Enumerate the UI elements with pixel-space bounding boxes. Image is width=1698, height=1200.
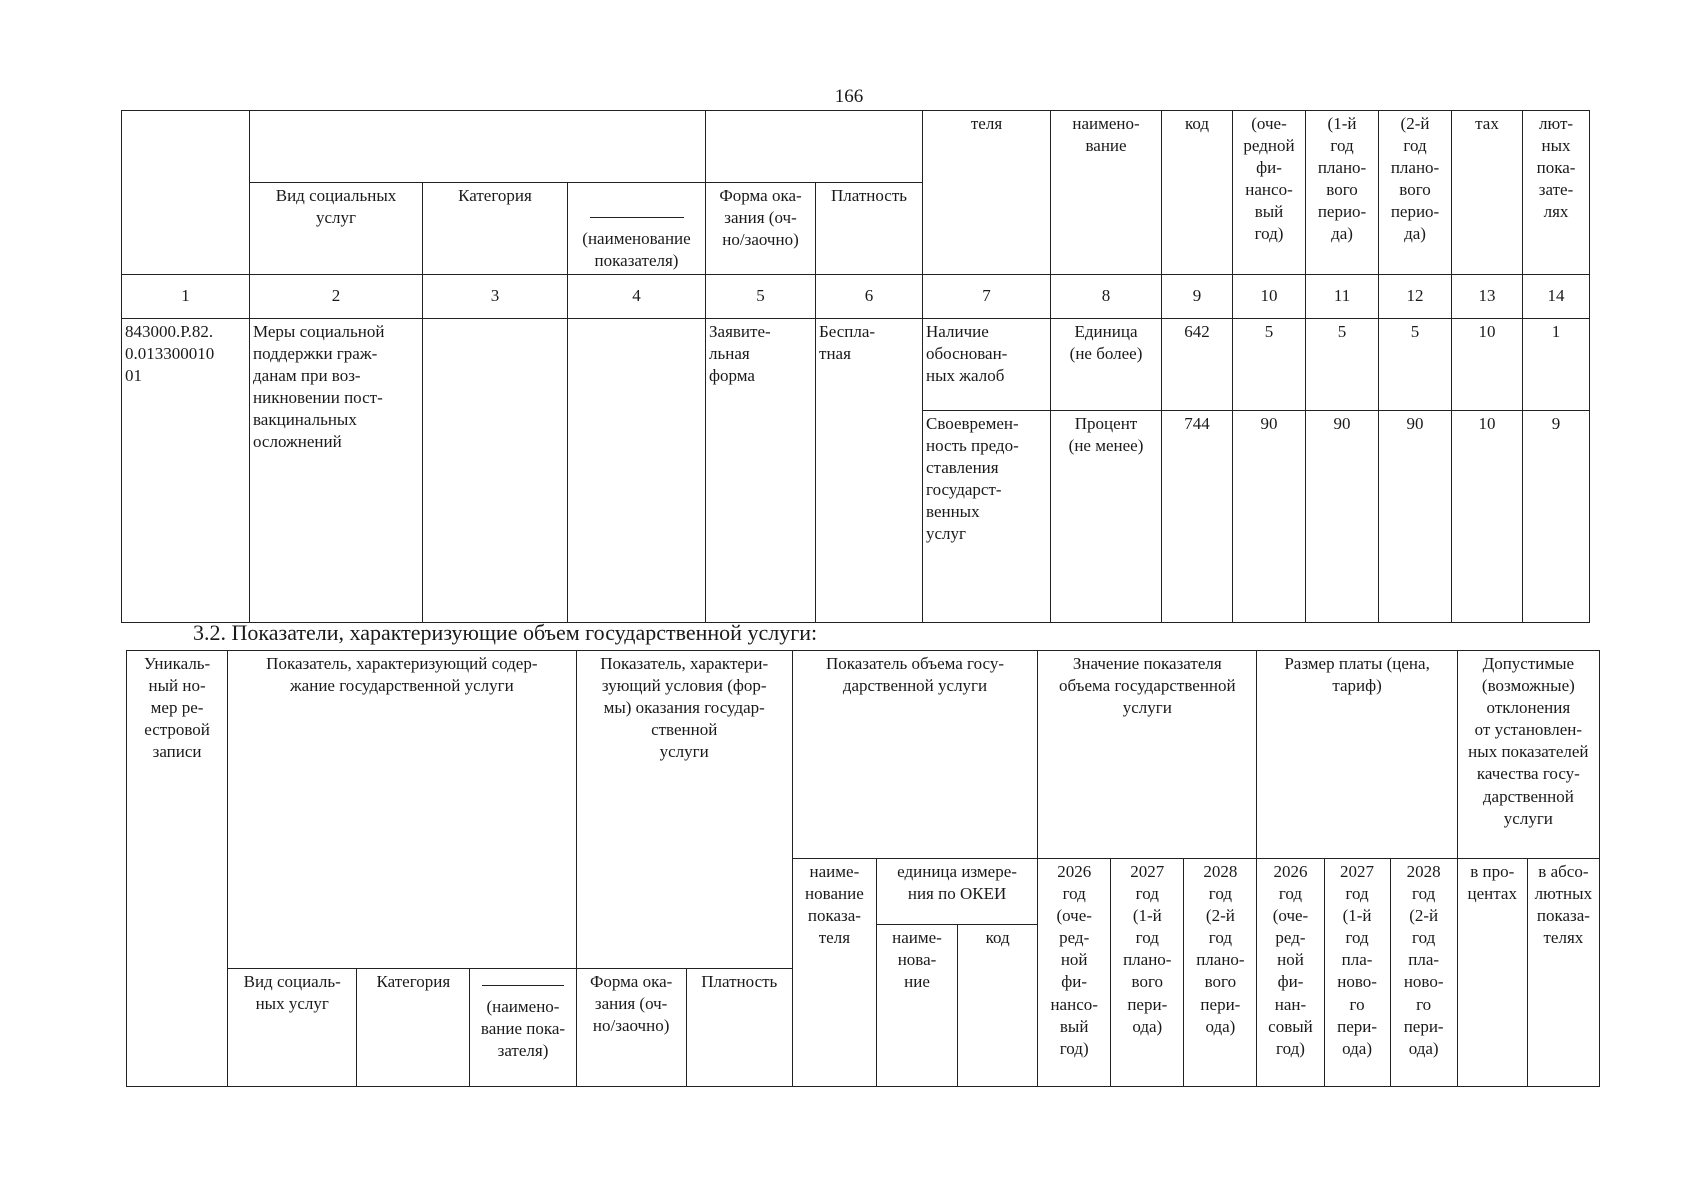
bottom-header-content-group: Показатель, характеризующий содер- жание государственной услуги <box>228 651 576 969</box>
indicator-code: 642 <box>1162 319 1233 411</box>
indicator-value-2028: 90 <box>1379 411 1452 623</box>
bottom-header-value-2027: 2027 год (1-й год плано- вого пери- ода) <box>1111 859 1184 1087</box>
top-header-row <box>122 111 1590 183</box>
top-header-naim-pokazatelya <box>568 183 706 275</box>
page-number: 166 <box>834 86 864 107</box>
bottom-header-deviation-group: Допустимые (возможные) отклонения от установлен- ных показателей качества госу- дарственной услуги <box>1457 651 1599 859</box>
table-row <box>122 319 1590 411</box>
top-header-year-3: (2-й год плано- вого перио- да) <box>1379 111 1452 275</box>
indicator-deviation-percent: 10 <box>1452 319 1523 411</box>
top-header-indicator-name: теля <box>923 111 1051 275</box>
section-heading: 3.2. Показатели, характеризующие объем государственной услуги: <box>193 620 818 645</box>
top-header-forma: Форма ока- зания (оч- но/заочно) <box>706 183 816 275</box>
bottom-header-naim-pokazatelya-sub-label: (наимено- вание пока- зателя) <box>480 997 566 1061</box>
record-naim-pokazatelya <box>568 319 706 623</box>
bottom-header-volume-group: Показатель объема госу- дарственной услуги <box>792 651 1037 859</box>
column-number: 4 <box>568 275 706 319</box>
column-number: 6 <box>816 275 923 319</box>
top-header-blank-conditions <box>706 111 923 183</box>
column-number: 8 <box>1051 275 1162 319</box>
bottom-header-naim-pokazatelya-sub <box>470 969 576 1087</box>
column-numbers-row <box>122 275 1590 319</box>
column-number: 1 <box>122 275 250 319</box>
bottom-header-fee-2027: 2027 год (1-й год пла- ново- го пери- ода) <box>1324 859 1390 1087</box>
bottom-header-in-percent: в про- центах <box>1457 859 1527 1087</box>
indicator-value-2026: 5 <box>1233 319 1306 411</box>
bottom-header-fee-2028: 2028 год (2-й год пла- ново- го пери- ода) <box>1390 859 1457 1087</box>
bottom-header-naim-pokazatelya: наиме- нование показа- теля <box>792 859 876 1087</box>
indicator-value-2026: 90 <box>1233 411 1306 623</box>
record-vid-uslug: Меры социальной поддержки граж- данам при воз- никновении пост- вакцинальных осложнений <box>250 319 423 623</box>
volume-indicators-table <box>126 650 1600 1087</box>
bottom-header-value-2028: 2028 год (2-й год плано- вого пери- ода) <box>1184 859 1257 1087</box>
bottom-header-vid: Вид социаль- ных услуг <box>228 969 357 1087</box>
top-header-percent: тах <box>1452 111 1523 275</box>
bottom-header-row <box>127 651 1600 859</box>
top-header-blank-unique <box>122 111 250 275</box>
column-number: 14 <box>1523 275 1590 319</box>
bottom-header-kategoriya: Категория <box>357 969 470 1087</box>
column-number: 9 <box>1162 275 1233 319</box>
bottom-header-okei-kod: код <box>958 925 1038 1087</box>
column-number: 11 <box>1306 275 1379 319</box>
record-kategoriya <box>423 319 568 623</box>
indicator-name: Наличие обоснован- ных жалоб <box>923 319 1051 411</box>
top-header-year-2: (1-й год плано- вого перио- да) <box>1306 111 1379 275</box>
column-number: 2 <box>250 275 423 319</box>
column-number: 7 <box>923 275 1051 319</box>
indicator-value-2028: 5 <box>1379 319 1452 411</box>
indicator-deviation-percent: 10 <box>1452 411 1523 623</box>
column-number: 10 <box>1233 275 1306 319</box>
column-number: 3 <box>423 275 568 319</box>
quality-indicators-table <box>121 110 1590 623</box>
indicator-value-2027: 90 <box>1306 411 1379 623</box>
indicator-code: 744 <box>1162 411 1233 623</box>
bottom-header-okei-naim: наиме- нова- ние <box>876 925 957 1087</box>
record-forma: Заявите- льная форма <box>706 319 816 623</box>
bottom-header-fee-group: Размер платы (цена, тариф) <box>1257 651 1457 859</box>
top-header-absolute: лют- ных пока- зате- лях <box>1523 111 1590 275</box>
record-unique-number: 843000.Р.82. 0.013300010 01 <box>122 319 250 623</box>
column-number: 5 <box>706 275 816 319</box>
column-number: 13 <box>1452 275 1523 319</box>
column-number: 12 <box>1379 275 1452 319</box>
bottom-header-okei: единица измере- ния по ОКЕИ <box>876 859 1037 925</box>
blank-line <box>590 203 684 218</box>
indicator-unit: Единица (не более) <box>1051 319 1162 411</box>
indicator-unit: Процент (не менее) <box>1051 411 1162 623</box>
bottom-header-value-group: Значение показателя объема государственной услуги <box>1038 651 1257 859</box>
bottom-header-in-absolute: в абсо- лютных показа- телях <box>1527 859 1599 1087</box>
record-platnost: Беспла- тная <box>816 319 923 623</box>
bottom-header-value-2026: 2026 год (оче- ред- ной фи- нансо- вый год) <box>1038 859 1111 1087</box>
top-header-year-1: (оче- редной фи- нансо- вый год) <box>1233 111 1306 275</box>
indicator-deviation-absolute: 1 <box>1523 319 1590 411</box>
indicator-value-2027: 5 <box>1306 319 1379 411</box>
top-header-unit-name: наимено- вание <box>1051 111 1162 275</box>
indicator-name: Своевремен- ность предо- ставления государст- венных услуг <box>923 411 1051 623</box>
bottom-header-platnost: Платность <box>686 969 792 1087</box>
blank-line <box>482 971 564 986</box>
top-header-kategoriya: Категория <box>423 183 568 275</box>
bottom-header-conditions-group: Показатель, характери- зующий условия (фор- мы) оказания государ- ственной услуги <box>576 651 792 969</box>
top-header-naim-pokazatelya-label: (наименование показателя) <box>582 228 691 270</box>
bottom-header-forma: Форма ока- зания (оч- но/заочно) <box>576 969 686 1087</box>
bottom-header-fee-2026: 2026 год (оче- ред- ной фи- нан- совый год) <box>1257 859 1324 1087</box>
top-header-platnost: Платность <box>816 183 923 275</box>
indicator-deviation-absolute: 9 <box>1523 411 1590 623</box>
top-header-blank-content <box>250 111 706 183</box>
top-header-unit-code: код <box>1162 111 1233 275</box>
bottom-header-unique-number: Уникаль- ный но- мер ре- естровой записи <box>127 651 228 1087</box>
top-header-vid: Вид социальных услуг <box>250 183 423 275</box>
